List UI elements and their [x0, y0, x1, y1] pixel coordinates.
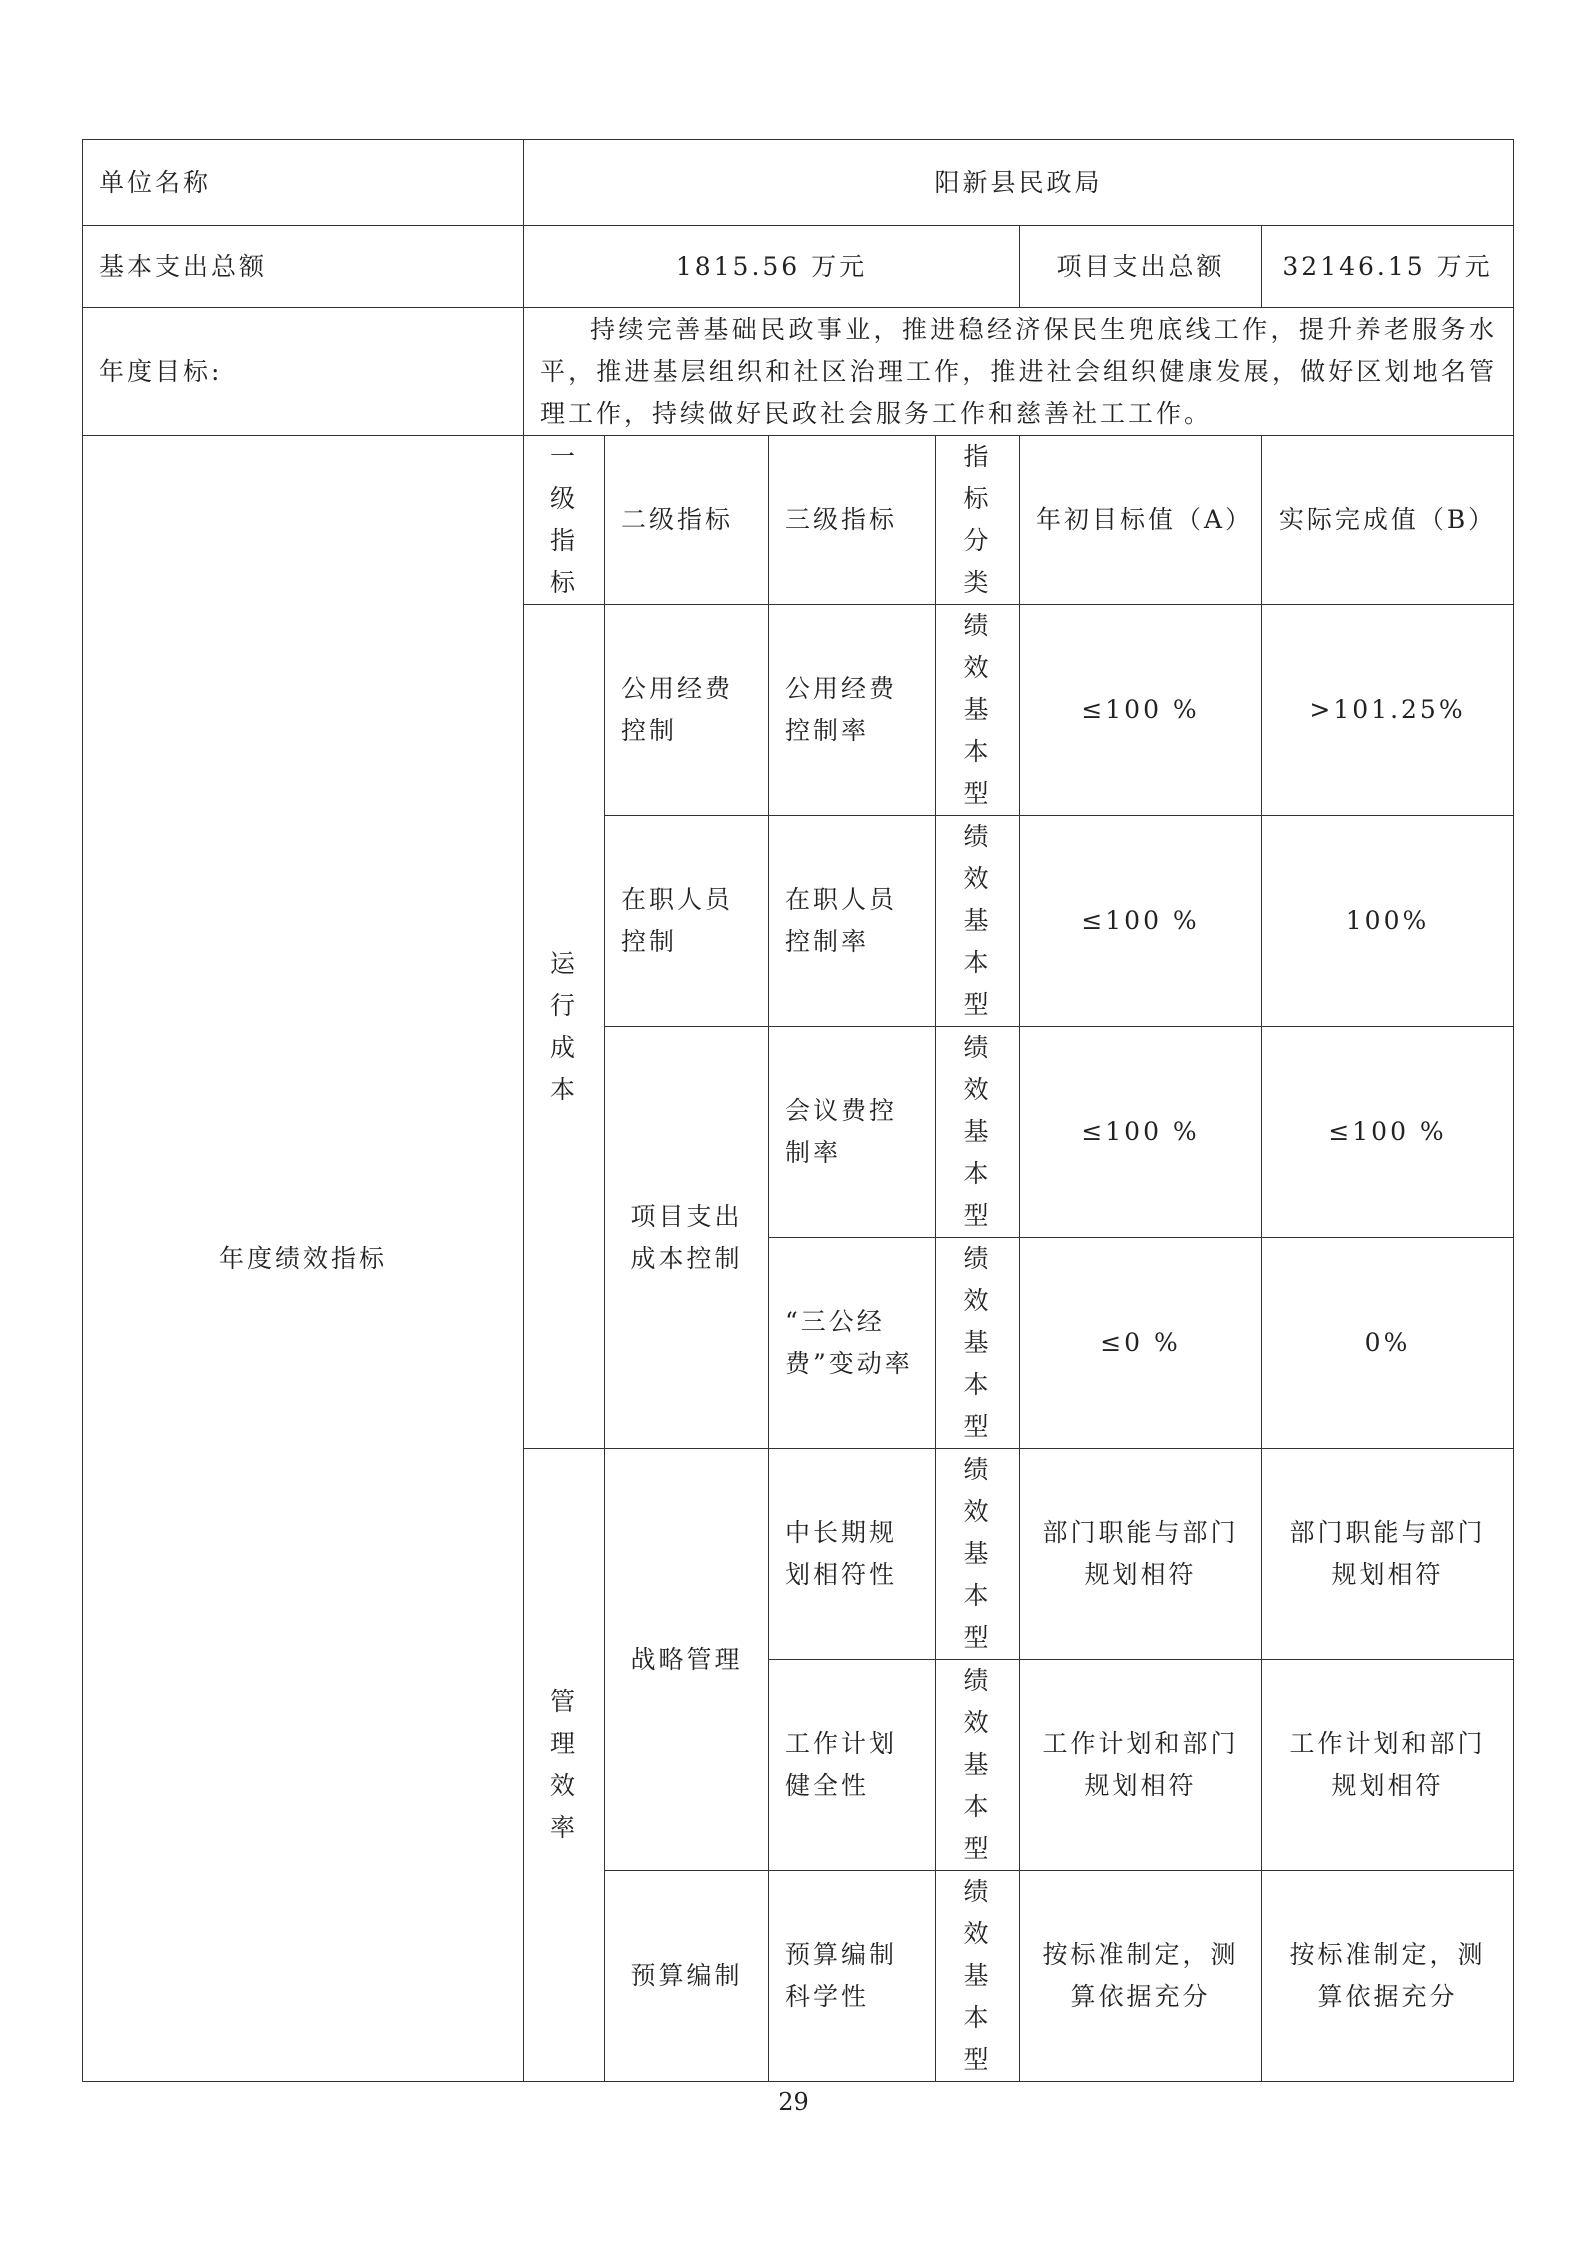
unit-name-value: 阳新县民政局 [524, 140, 1514, 226]
level2-cell: 公用经费控制 [605, 605, 769, 816]
performance-table [82, 139, 1514, 2082]
target-cell: ≤100 % [1020, 1027, 1262, 1238]
project-expense-value: 32146.15 万元 [1262, 226, 1514, 308]
level2-cell: 预算编制 [605, 1871, 769, 2082]
column-header-target: 年初目标值（A） [1020, 436, 1262, 605]
actual-cell: 按标准制定，测算依据充分 [1262, 1871, 1514, 2082]
actual-cell: ≤100 % [1262, 1027, 1514, 1238]
target-cell: ≤100 % [1020, 605, 1262, 816]
category-cell: 绩效基本型 [936, 1449, 1020, 1660]
actual-cell: 部门职能与部门规划相符 [1262, 1449, 1514, 1660]
level3-cell: 中长期规划相符性 [769, 1449, 936, 1660]
target-cell: ≤100 % [1020, 816, 1262, 1027]
level1-management-efficiency: 管理效率 [524, 1449, 605, 2082]
target-cell: 工作计划和部门规划相符 [1020, 1660, 1262, 1871]
level3-cell: 会议费控制率 [769, 1027, 936, 1238]
target-cell: ≤0 % [1020, 1238, 1262, 1449]
unit-name-label: 单位名称 [83, 140, 524, 226]
project-expense-label: 项目支出总额 [1020, 226, 1262, 308]
column-header-level3: 三级指标 [769, 436, 936, 605]
category-cell: 绩效基本型 [936, 1027, 1020, 1238]
column-header-actual: 实际完成值（B） [1262, 436, 1514, 605]
indicator-section-label: 年度绩效指标 [83, 436, 524, 2082]
target-cell: 部门职能与部门规划相符 [1020, 1449, 1262, 1660]
level3-cell: 公用经费控制率 [769, 605, 936, 816]
category-cell: 绩效基本型 [936, 1238, 1020, 1449]
annual-goal-text: 持续完善基础民政事业，推进稳经济保民生兜底线工作，提升养老服务水平，推进基层组织和社区治理工作，推进社会组织健康发展，做好区划地名管理工作，持续做好民政社会服务工作和慈善社工工作。 [524, 308, 1514, 436]
category-cell: 绩效基本型 [936, 605, 1020, 816]
level3-cell: “三公经费”变动率 [769, 1238, 936, 1449]
level2-cell: 战略管理 [605, 1449, 769, 1871]
basic-expense-label: 基本支出总额 [83, 226, 524, 308]
level2-cell: 在职人员控制 [605, 816, 769, 1027]
actual-cell: 工作计划和部门规划相符 [1262, 1660, 1514, 1871]
column-header-category: 指标分类 [936, 436, 1020, 605]
actual-cell: 0% [1262, 1238, 1514, 1449]
level1-operating-cost: 运行成本 [524, 605, 605, 1449]
column-header-level1: 一级指标 [524, 436, 605, 605]
target-cell: 按标准制定，测算依据充分 [1020, 1871, 1262, 2082]
column-header-level2: 二级指标 [605, 436, 769, 605]
category-cell: 绩效基本型 [936, 1660, 1020, 1871]
annual-goal-label: 年度目标: [83, 308, 524, 436]
category-cell: 绩效基本型 [936, 1871, 1020, 2082]
category-cell: 绩效基本型 [936, 816, 1020, 1027]
level2-cell: 项目支出成本控制 [605, 1027, 769, 1449]
page-number: 29 [778, 2088, 809, 2116]
basic-expense-value: 1815.56 万元 [524, 226, 1020, 308]
actual-cell: 100% [1262, 816, 1514, 1027]
actual-cell: >101.25% [1262, 605, 1514, 816]
level3-cell: 工作计划健全性 [769, 1660, 936, 1871]
level3-cell: 在职人员控制率 [769, 816, 936, 1027]
level3-cell: 预算编制科学性 [769, 1871, 936, 2082]
